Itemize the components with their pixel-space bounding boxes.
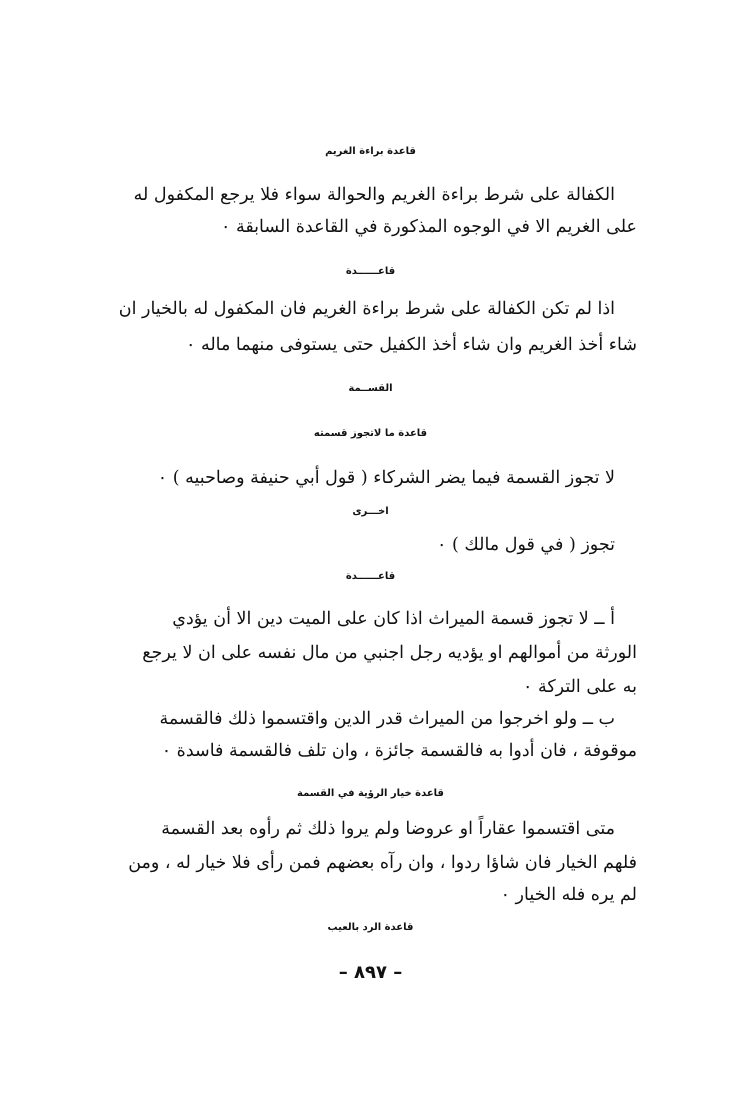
paragraph-line: أ ــ لا تجوز قسمة الميراث اذا كان على الميت دين الا أن يؤدي [172,609,615,629]
page-number: – ٨٩٧ – [338,962,403,983]
heading-al-radd-bil-ayb: قاعدة الرد بالعيب [327,922,414,933]
heading-al-qisma: القســمة [348,383,393,394]
paragraph-line: ب ــ ولو اخرجوا من الميراث قدر الدين واقتسموا ذلك فالقسمة [159,709,615,729]
paragraph-line: على الغريم الا في الوجوه المذكورة في القاعدة السابقة ٠ [220,217,637,237]
paragraph-line: شاء أخذ الغريم وان شاء أخذ الكفيل حتى يستوفى منهما ماله ٠ [185,335,637,355]
heading-qaida: قاعــــــدة [345,266,396,277]
paragraph-line: لا تجوز القسمة فيما يضر الشركاء ( قول أبي حنيفة وصاحبيه ) ٠ [157,468,615,488]
paragraph-line: الورثة من أموالهم او يؤديه رجل اجنبي من مال نفسه على ان لا يرجع [142,643,637,663]
paragraph-line: فلهم الخيار فان شاؤا ردوا ، وان رآه بعضهم فمن رأى فلا خيار له ، ومن [128,853,637,873]
heading-bara-al-gharim: قاعدة براءة الغريم [325,146,416,157]
heading-qaida: قاعــــــدة [345,571,396,582]
paragraph-line: متى اقتسموا عقاراً او عروضا ولم يروا ذلك ثم رأوه بعد القسمة [161,819,615,839]
paragraph-line: به على التركة ٠ [522,677,637,697]
heading-ma-la-tajuz-qismatuh: قاعدة ما لاتجوز قسمته [313,428,428,439]
paragraph-line: الكفالة على شرط براءة الغريم والحوالة سواء فلا يرجع المكفول له [133,185,615,205]
heading-ukhra: اخـــرى [352,506,389,517]
heading-khiyar-al-ruya: قاعدة خيار الرؤية في القسمة [297,788,444,799]
paragraph-line: اذا لم تكن الكفالة على شرط براءة الغريم فان المكفول له بالخيار ان [118,299,615,319]
paragraph-line: موقوفة ، فان أدوا به فالقسمة جائزة ، وان تلف فالقسمة فاسدة ٠ [161,741,637,761]
paragraph-line: تجوز ( في قول مالك ) ٠ [437,535,615,555]
paragraph-line: لم يره فله الخيار ٠ [500,885,637,905]
